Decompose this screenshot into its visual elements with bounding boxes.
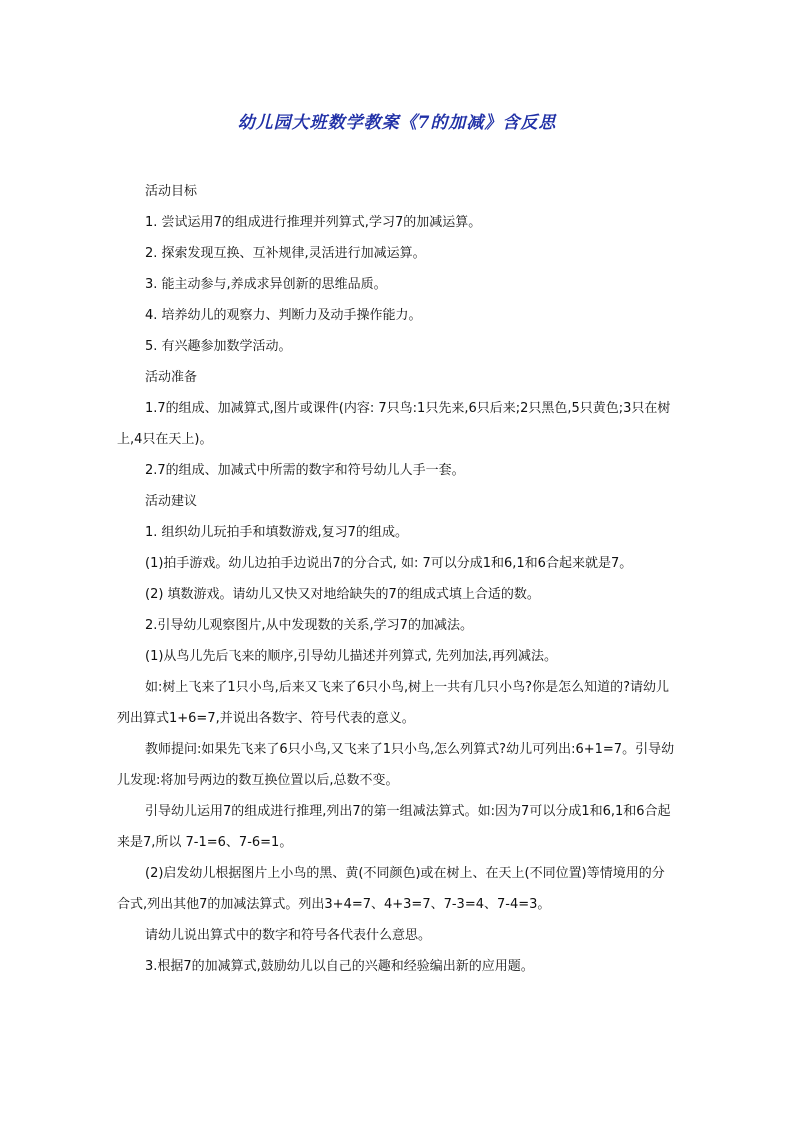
goal-item: 2. 探索发现互换、互补规律,灵活进行加减运算。 <box>145 246 426 261</box>
suggestion-paragraph: (2) 填数游戏。请幼儿又快又对地给缺失的7的组成式填上合适的数。 <box>145 587 540 602</box>
suggestion-paragraph: 1. 组织幼儿玩拍手和填数游戏,复习7的组成。 <box>145 525 408 540</box>
suggestion-paragraph: (1)从鸟儿先后飞来的顺序,引导幼儿描述并列算式, 先列加法,再列减法。 <box>145 649 557 664</box>
goal-item: 1. 尝试运用7的组成进行推理并列算式,学习7的加减运算。 <box>145 215 482 230</box>
goal-item: 3. 能主动参与,养成求异创新的思维品质。 <box>145 277 387 292</box>
heading-activity-suggestions: 活动建议 <box>145 494 198 509</box>
heading-activity-goals: 活动目标 <box>145 184 198 199</box>
heading-activity-preparation: 活动准备 <box>145 370 198 385</box>
goal-item: 5. 有兴趣参加数学活动。 <box>145 339 292 354</box>
preparation-item: 2.7的组成、加减式中所需的数字和符号幼儿人手一套。 <box>145 463 465 478</box>
suggestion-paragraph: 如:树上飞来了1只小鸟,后来又飞来了6只小鸟,树上一共有几只小鸟?你是怎么知道的?请幼儿列出算式1+6=7,并说出各数字、符号代表的意义。 <box>117 680 669 726</box>
suggestion-paragraph: (1)拍手游戏。幼儿边拍手边说出7的分合式, 如: 7可以分成1和6,1和6合起来就是7。 <box>145 556 633 571</box>
suggestion-paragraph: (2)启发幼儿根据图片上小鸟的黑、黄(不同颜色)或在树上、在天上(不同位置)等情境用的分合式,列出其他7的加减法算式。列出3+4=7、4+3=7、7-3=4、7-4=3。 <box>117 866 665 912</box>
suggestion-paragraph: 3.根据7的加减算式,鼓励幼儿以自己的兴趣和经验编出新的应用题。 <box>145 959 534 974</box>
suggestion-paragraph: 引导幼儿运用7的组成进行推理,列出7的第一组减法算式。如:因为7可以分成1和6,1和6合起来是7,所以 7-1=6、7-6=1。 <box>117 804 671 850</box>
suggestion-paragraph: 教师提问:如果先飞来了6只小鸟,又飞来了1只小鸟,怎么列算式?幼儿可列出:6+1=7。引导幼儿发现:将加号两边的数互换位置以后,总数不变。 <box>117 742 675 788</box>
goal-item: 4. 培养幼儿的观察力、判断力及动手操作能力。 <box>145 308 422 323</box>
document-title: 幼儿园大班数学教案《7的加减》含反思 <box>237 113 557 133</box>
suggestion-paragraph: 2.引导幼儿观察图片,从中发现数的关系,学习7的加减法。 <box>145 618 473 633</box>
suggestion-paragraph: 请幼儿说出算式中的数字和符号各代表什么意思。 <box>145 928 432 943</box>
preparation-item: 1.7的组成、加减算式,图片或课件(内容: 7只鸟:1只先来,6只后来;2只黑色,5只黄色;3只在树上,4只在天上)。 <box>117 401 671 447</box>
document-body <box>117 176 677 982</box>
